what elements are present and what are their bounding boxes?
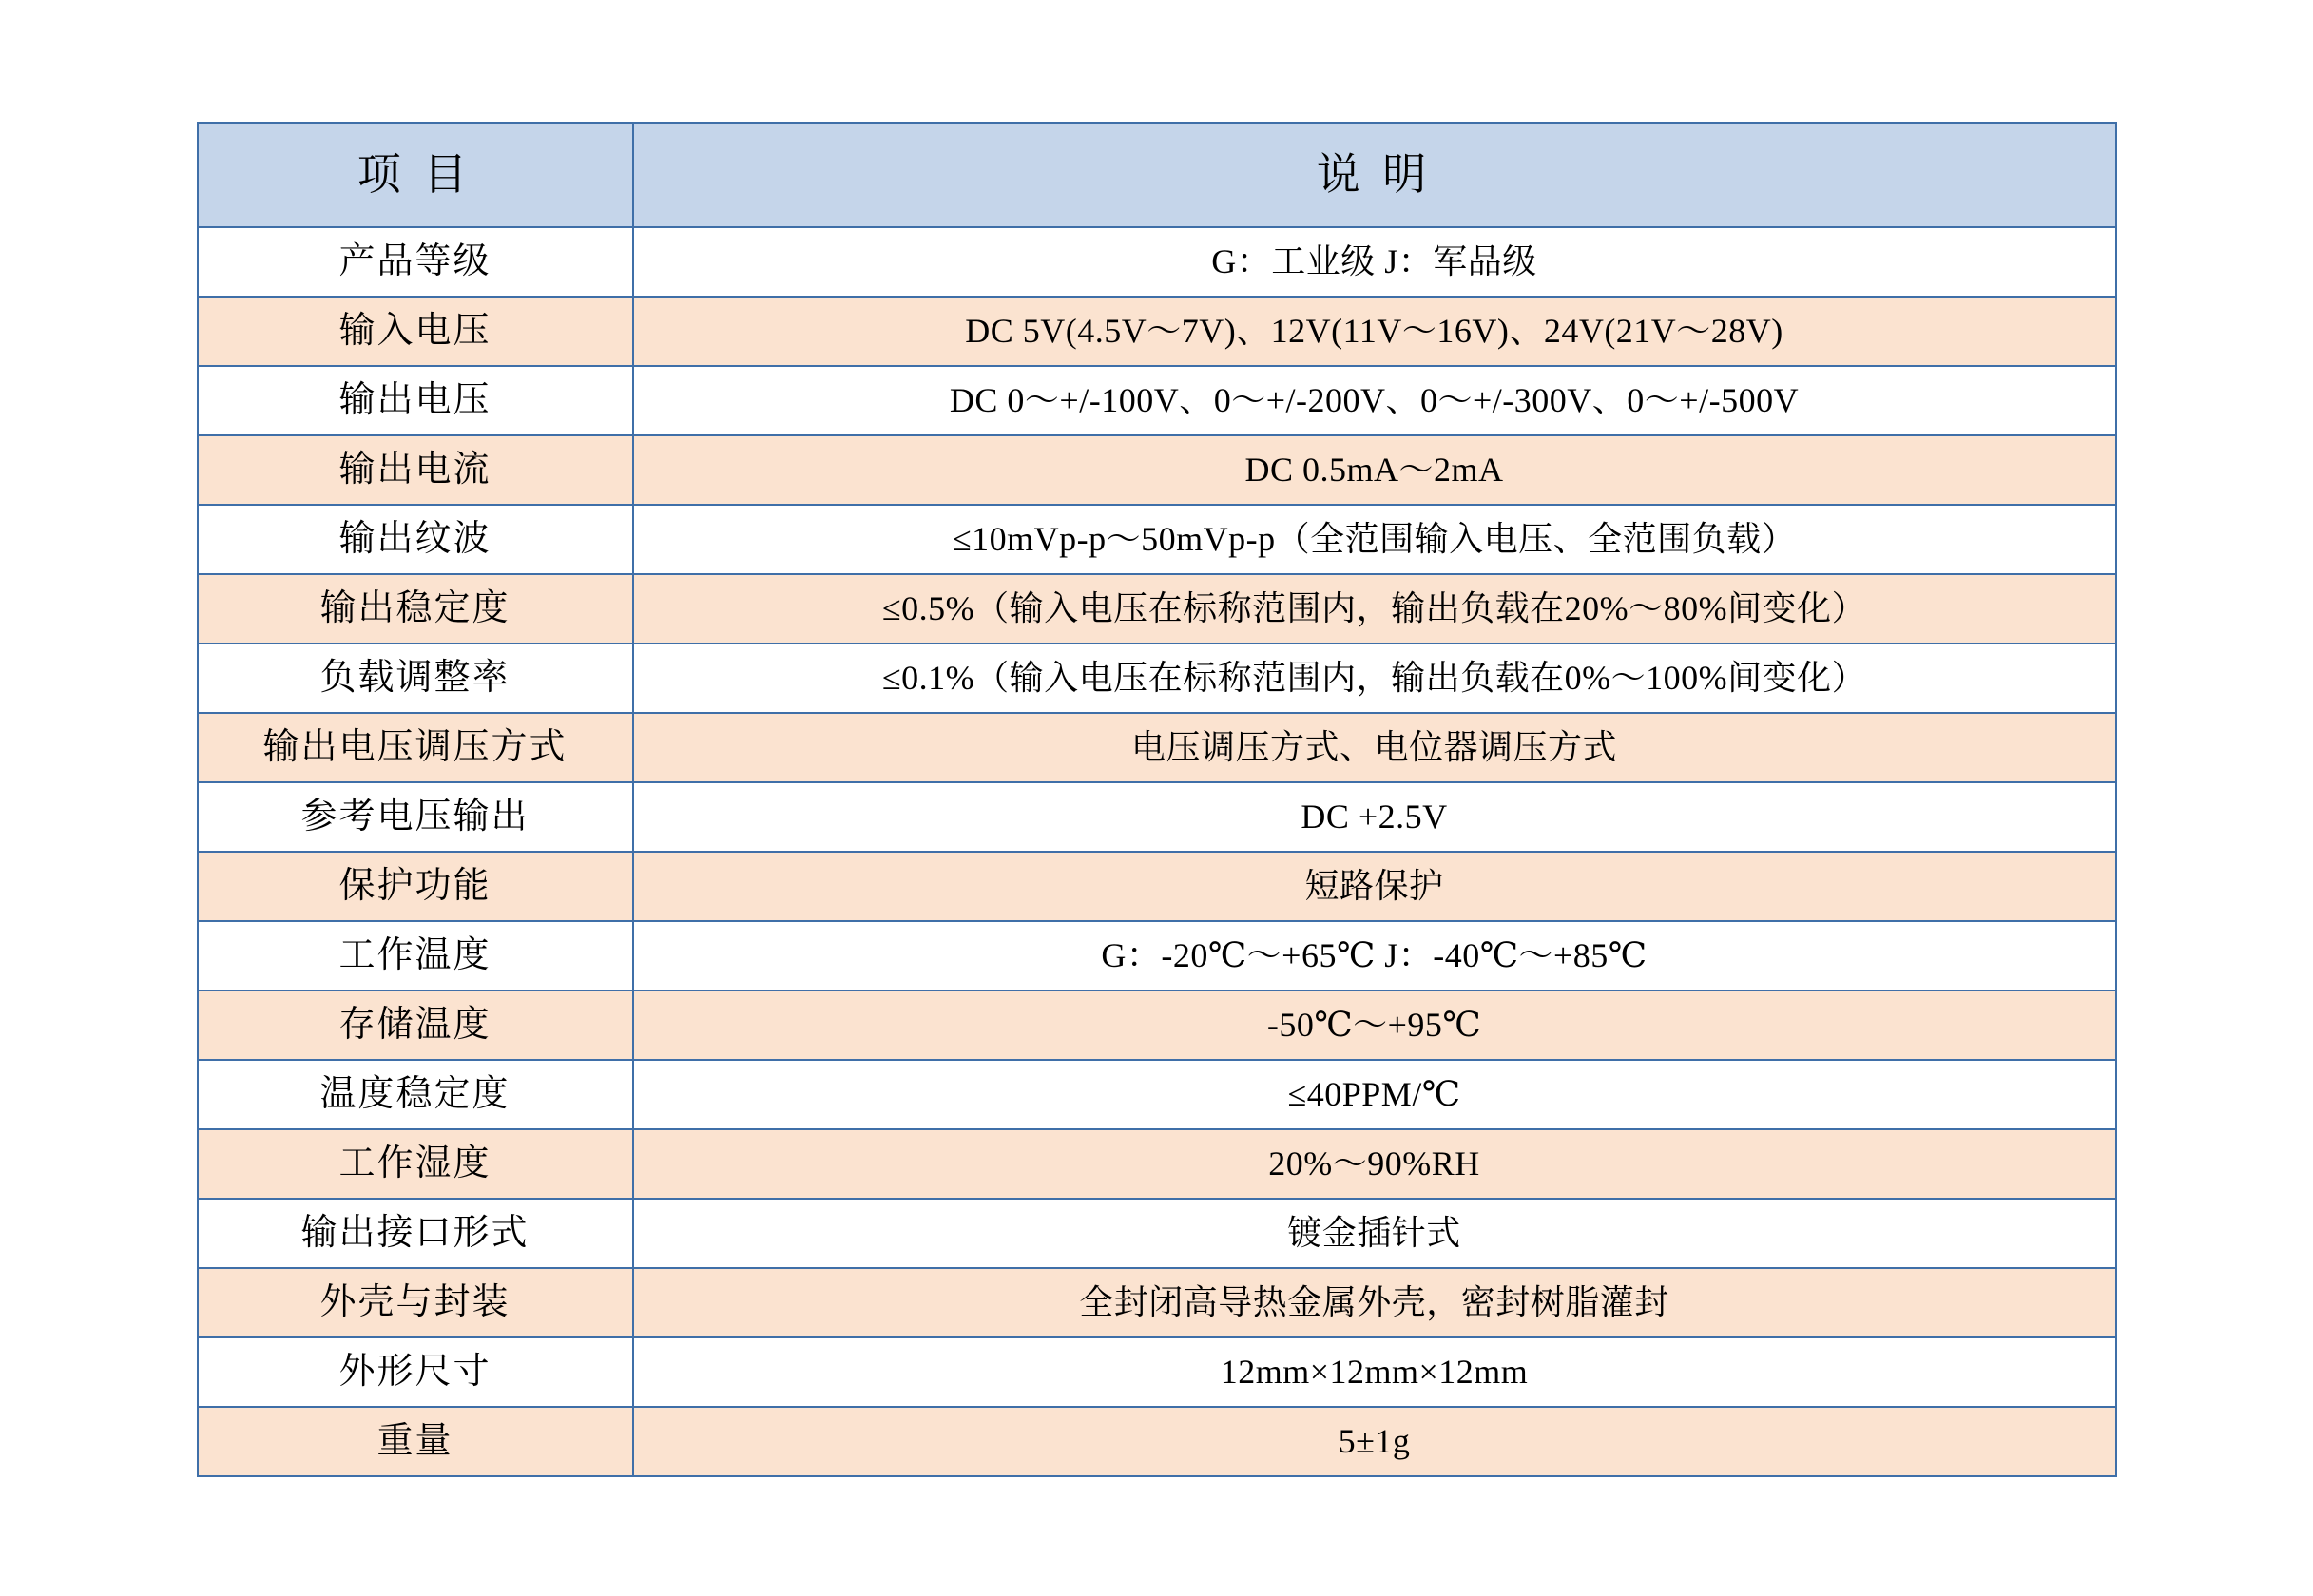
- cell-description: DC 0.5mA～2mA: [633, 435, 2116, 505]
- cell-description: ≤0.5%（输入电压在标称范围内，输出负载在20%～80%间变化）: [633, 574, 2116, 644]
- cell-item: 输出电压调压方式: [198, 713, 633, 782]
- table-row: [198, 1199, 2116, 1268]
- cell-description: -50℃～+95℃: [633, 990, 2116, 1060]
- cell-item: 输出电流: [198, 435, 633, 505]
- table-row: [198, 852, 2116, 921]
- table-row: [198, 1268, 2116, 1337]
- cell-description: DC 5V(4.5V～7V)、12V(11V～16V)、24V(21V～28V): [633, 297, 2116, 366]
- cell-description: DC +2.5V: [633, 782, 2116, 852]
- table-row: [198, 435, 2116, 505]
- table-row: [198, 366, 2116, 435]
- cell-item: 参考电压输出: [198, 782, 633, 852]
- cell-item: 输出电压: [198, 366, 633, 435]
- cell-description: 全封闭高导热金属外壳，密封树脂灌封: [633, 1268, 2116, 1337]
- cell-description: 5±1g: [633, 1407, 2116, 1476]
- cell-item: 输入电压: [198, 297, 633, 366]
- table-body: [198, 227, 2116, 1476]
- table-row: [198, 1060, 2116, 1129]
- table-row: [198, 713, 2116, 782]
- table-row: [198, 297, 2116, 366]
- cell-item: 外壳与封装: [198, 1268, 633, 1337]
- table-row: [198, 921, 2116, 990]
- cell-description: ≤0.1%（输入电压在标称范围内，输出负载在0%～100%间变化）: [633, 644, 2116, 713]
- table-row: [198, 644, 2116, 713]
- cell-description: 电压调压方式、电位器调压方式: [633, 713, 2116, 782]
- specification-table: [197, 122, 2117, 1477]
- cell-item: 输出接口形式: [198, 1199, 633, 1268]
- cell-description: 20%～90%RH: [633, 1129, 2116, 1199]
- cell-description: ≤10mVp-p～50mVp-p（全范围输入电压、全范围负载）: [633, 505, 2116, 574]
- cell-description: ≤40PPM/℃: [633, 1060, 2116, 1129]
- table-row: [198, 782, 2116, 852]
- cell-item: 负载调整率: [198, 644, 633, 713]
- cell-description: 短路保护: [633, 852, 2116, 921]
- table-row: [198, 1337, 2116, 1407]
- table-header: [198, 123, 2116, 227]
- table-row: [198, 505, 2116, 574]
- cell-description: G：-20℃～+65℃ J：-40℃～+85℃: [633, 921, 2116, 990]
- cell-description: 镀金插针式: [633, 1199, 2116, 1268]
- cell-item: 外形尺寸: [198, 1337, 633, 1407]
- cell-item: 工作温度: [198, 921, 633, 990]
- table-row: [198, 990, 2116, 1060]
- cell-item: 存储温度: [198, 990, 633, 1060]
- cell-description: 12mm×12mm×12mm: [633, 1337, 2116, 1407]
- column-header-description: 说 明: [633, 123, 2116, 227]
- cell-item: 工作湿度: [198, 1129, 633, 1199]
- cell-description: DC 0～+/-100V、0～+/-200V、0～+/-300V、0～+/-500V: [633, 366, 2116, 435]
- cell-item: 温度稳定度: [198, 1060, 633, 1129]
- cell-item: 重量: [198, 1407, 633, 1476]
- cell-item: 输出纹波: [198, 505, 633, 574]
- table-row: [198, 574, 2116, 644]
- table-row: [198, 1129, 2116, 1199]
- column-header-item: 项 目: [198, 123, 633, 227]
- cell-description: G：工业级 J：军品级: [633, 227, 2116, 297]
- cell-item: 输出稳定度: [198, 574, 633, 644]
- cell-item: 产品等级: [198, 227, 633, 297]
- cell-item: 保护功能: [198, 852, 633, 921]
- table-row: [198, 1407, 2116, 1476]
- table-row: [198, 227, 2116, 297]
- table-header-row: [198, 123, 2116, 227]
